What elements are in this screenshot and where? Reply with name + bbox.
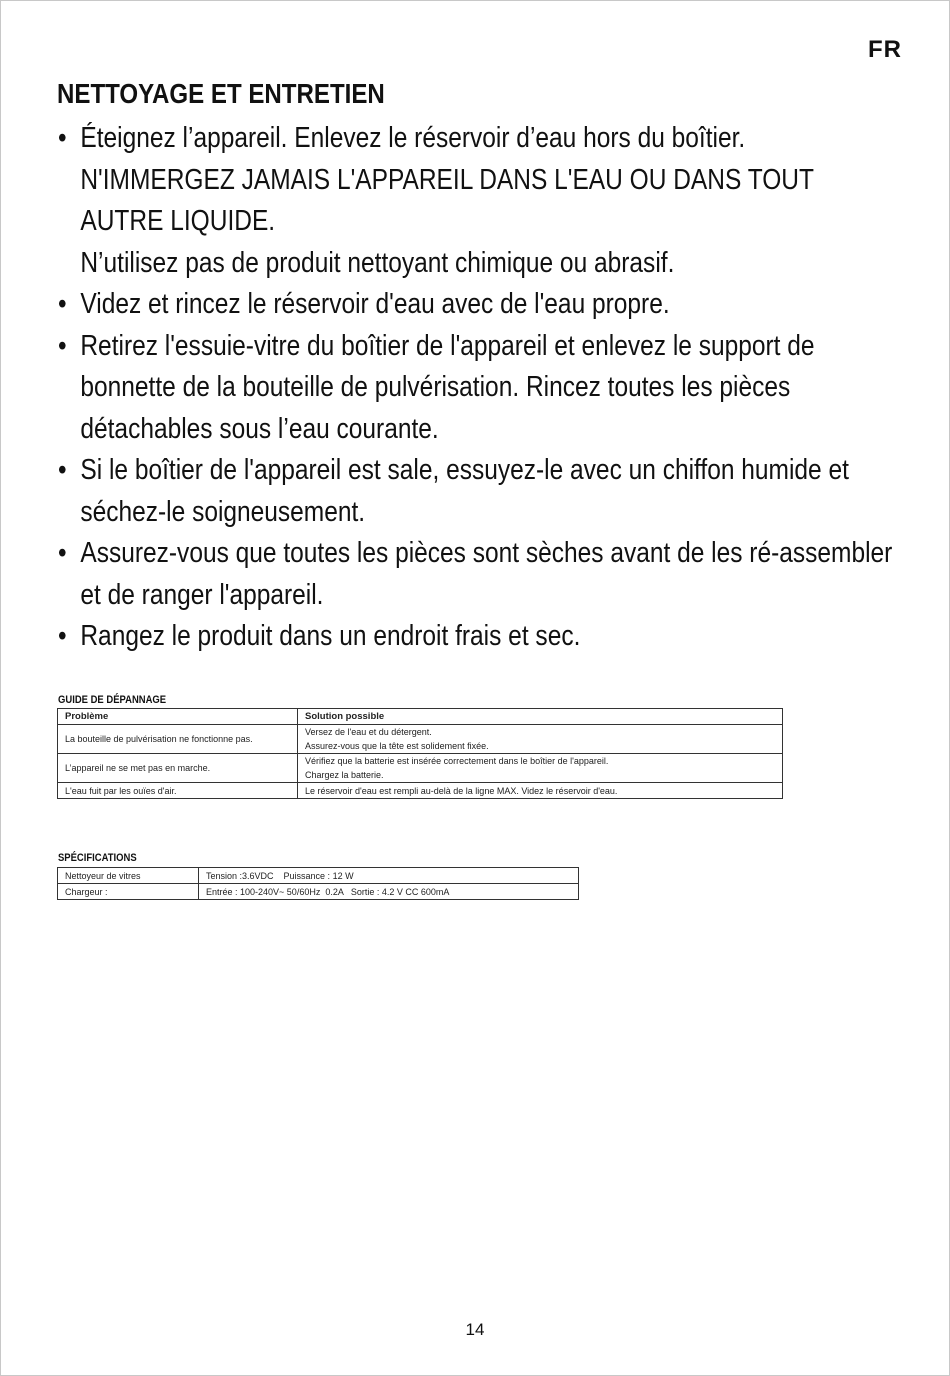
spec-value: Tension :3.6VDC Puissance : 12 W [199,868,579,884]
problem-cell: L’appareil ne se met pas en marche. [58,754,298,783]
list-item [58,326,859,451]
table-row [58,725,783,754]
troubleshooting-table [57,708,783,799]
instruction-line: • Videz et rincez le réservoir d'eau avec de l'eau propre. [80,288,670,320]
table-row [58,783,783,799]
specifications-title: SPÉCIFICATIONS [58,852,137,864]
table-row [58,868,579,884]
spec-value: Entrée : 100-240V~ 50/60Hz 0.2A Sortie : 4.2 V CC 600mA [199,884,579,900]
solution-cell [298,754,783,783]
list-item [58,533,906,616]
problem-cell: La bouteille de pulvérisation ne fonctionne pas. [58,725,298,754]
solution-cell [298,725,783,754]
instruction-line: N’utilisez pas de produit nettoyant chimique ou abrasif. [80,246,675,279]
solution-line: Assurez-vous que la tête est solidement fixée. [305,741,489,751]
instruction-warning: N'IMMERGEZ JAMAIS L'APPAREIL DANS L'EAU OU DANS TOUT AUTRE LIQUIDE. [80,163,814,237]
instructions-list [58,118,893,658]
problem-cell: L'eau fuit par les ouïes d'air. [58,783,298,799]
page-number: 14 [465,1320,485,1339]
solution-line: Vérifiez que la batterie est insérée correctement dans le boîtier de l'appareil. [305,756,609,766]
header-solution: Solution possible [298,709,783,725]
solution-line: Versez de l'eau et du détergent. [305,727,432,737]
instruction-line: • Retirez l'essuie-vitre du boîtier de l'appareil et enlevez le support de bonnette de la bouteille de pulvérisation. Rincez toutes les pièces détachables sous l’eau courante. [80,329,815,445]
solution-cell [298,783,783,799]
spec-label: Nettoyeur de vitres [58,868,199,884]
solution-line: Chargez la batterie. [305,770,384,780]
table-row [58,884,579,900]
specifications-table [57,867,579,900]
spec-label: Chargeur : [58,884,199,900]
solution-line: Le réservoir d'eau est rempli au-delà de la ligne MAX. Videz le réservoir d'eau. [305,785,618,796]
instruction-line: • Si le boîtier de l'appareil est sale, essuyez-le avec un chiffon humide et séchez-le soigneusement. [80,454,849,528]
list-item [58,616,884,658]
page-title: NETTOYAGE ET ENTRETIEN [57,78,385,109]
language-tag: FR [868,36,902,63]
list-item [58,450,884,533]
table-row [58,754,783,783]
list-item [58,118,884,284]
header-problem: Problème [58,709,298,725]
table-header-row [58,709,783,725]
instruction-line: • Éteignez l’appareil. Enlevez le réservoir d’eau hors du boîtier. [80,122,746,154]
instruction-line: • Assurez-vous que toutes les pièces sont sèches avant de les ré-assembler et de ranger l'appareil. [80,537,893,611]
instruction-line: • Rangez le produit dans un endroit frais et sec. [80,620,581,652]
list-item [58,284,884,326]
troubleshooting-title: GUIDE DE DÉPANNAGE [58,694,167,706]
